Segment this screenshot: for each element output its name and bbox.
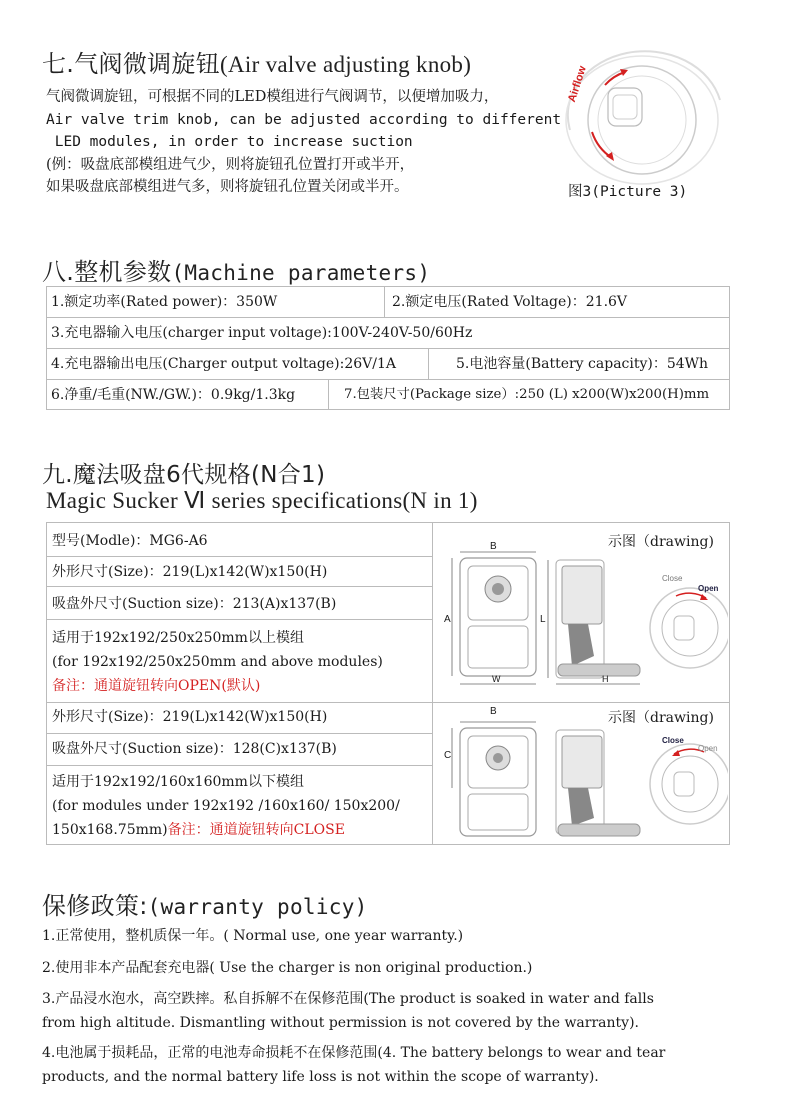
knob-open-label-2: Open	[698, 744, 718, 753]
spec1-note: 备注：通道旋钮转向OPEN(默认)	[52, 678, 261, 694]
spec1-suction: 吸盘外尺寸(Suction size)：213(A)x137(B)	[52, 596, 337, 612]
spec2-applies-en2: 150x168.75mm)	[52, 822, 168, 838]
spec2-applies-en: (for modules under 192x192 /160x160/ 150x200/	[52, 798, 400, 814]
param-battery-capacity: 5.电池容量(Battery capacity)：54Wh	[456, 356, 709, 372]
picture-3-caption: 图3(Picture 3)	[568, 184, 688, 200]
section7-title	[42, 44, 471, 79]
knob-open-label-1: Open	[698, 584, 719, 593]
spec2-note: 备注：通道旋钮转向CLOSE	[167, 822, 345, 838]
warranty-item-4-line-2: products, and the normal battery life loss is not within the scope of warranty).	[42, 1069, 599, 1085]
warranty-title-cn: 保修政策:	[42, 892, 148, 920]
section8-title-en: (Machine parameters)	[171, 261, 431, 285]
warranty-item-4-line-1: 4.电池属于损耗品，正常的电池寿命损耗不在保修范围(4. The battery belongs to wear and tear	[42, 1045, 666, 1061]
spec1-size: 外形尺寸(Size)：219(L)x142(W)x150(H)	[52, 564, 328, 580]
knob-close-label-1: Close	[662, 574, 683, 583]
machine-parameters-table	[46, 286, 730, 410]
spec2-applies	[52, 770, 400, 842]
dim-L-1: L	[540, 614, 546, 625]
warranty-item-1-text: 1.正常使用，整机质保一年。( Normal use, one year warranty.)	[42, 928, 464, 944]
section7-line-1: 气阀微调旋钮，可根据不同的LED模组进行气阀调节，以便增加吸力，	[46, 89, 499, 105]
dim-B-1-text: B	[490, 541, 497, 552]
dim-C-2: C	[444, 750, 452, 761]
specifications-table	[46, 522, 730, 845]
param-weight: 6.净重/毛重(NW./GW.)：0.9kg/1.3kg	[51, 387, 296, 403]
warranty-title-en: (warranty policy)	[147, 895, 368, 919]
warranty-item-3	[42, 987, 665, 1041]
warranty-item-2-text: 2.使用非本产品配套充电器( Use the charger is non original production.)	[42, 960, 533, 976]
knob-close-label-2: Close	[662, 736, 684, 745]
dim-W-1: W	[492, 674, 501, 684]
drawing-label-1: 示图（drawing)	[608, 534, 714, 550]
airflow-label: Airflow	[566, 64, 589, 104]
dim-H-1: H	[602, 674, 609, 684]
drawing-2-technical	[438, 712, 728, 842]
knob-airflow-illustration	[550, 40, 740, 190]
spec2-suction: 吸盘外尺寸(Suction size)：128(C)x137(B)	[52, 741, 337, 757]
warranty-item-4	[42, 1041, 665, 1089]
warranty-list	[42, 925, 665, 1089]
spec-model: 型号(Modle)：MG6-A6	[52, 533, 208, 549]
param-charger-output: 4.充电器输出电压(Charger output voltage):26V/1A	[51, 356, 396, 372]
section7-title-en: (Air valve adjusting knob)	[220, 52, 472, 77]
param-rated-power: 1.额定功率(Rated power)：350W	[51, 294, 278, 310]
dim-A-1: A	[444, 614, 451, 625]
section8-title	[42, 252, 430, 287]
section8-title-cn: 八.整机参数	[42, 258, 172, 286]
warranty-item-3-line-2: from high altitude. Dismantling without permission is not covered by the warranty).	[42, 1015, 639, 1031]
warranty-item-2	[42, 957, 665, 987]
drawing-1-technical	[438, 536, 728, 700]
section7-line-3: LED modules, in order to increase suction	[46, 134, 413, 150]
param-charger-input: 3.充电器输入电压(charger input voltage):100V-240V-50/60Hz	[51, 325, 473, 341]
warranty-title	[42, 886, 368, 921]
param-package-size: 7.包装尺寸(Package size）:250 (L) x200(W)x200(H)mm	[344, 387, 710, 402]
spec2-applies-cn: 适用于192x192/160x160mm以下模组	[52, 774, 304, 790]
dim-B-2: B	[490, 706, 497, 717]
drawing-label-2: 示图（drawing)	[608, 710, 714, 726]
warranty-item-3-line-1: 3.产品浸水泡水，高空跌摔。私自拆解不在保修范围(The product is soaked in water and falls	[42, 991, 654, 1007]
section7-text	[46, 86, 561, 199]
section7-line-5: 如果吸盘底部模组进气多，则将旋钮孔位置关闭或半开。	[46, 179, 409, 195]
spec1-applies	[52, 626, 383, 698]
spec1-applies-cn: 适用于192x192/250x250mm以上模组	[52, 630, 304, 646]
spec1-applies-en: (for 192x192/250x250mm and above modules)	[52, 654, 383, 670]
section7-line-4: (例：吸盘底部模组进气少，则将旋钮孔位置打开或半开，	[46, 156, 415, 173]
section9-title-cn: 九.魔法吸盘6代规格(N合1)	[42, 462, 326, 488]
warranty-item-1	[42, 925, 665, 957]
param-rated-voltage: 2.额定电压(Rated Voltage)：21.6V	[392, 294, 628, 310]
section7-title-cn: 七.气阀微调旋钮	[42, 50, 221, 78]
section9-title-en: Magic Sucker Ⅵ series specifications(N in 1)	[46, 488, 478, 513]
section7-line-2: Air valve trim knob, can be adjusted according to different	[46, 111, 562, 128]
spec2-size: 外形尺寸(Size)：219(L)x142(W)x150(H)	[52, 709, 328, 725]
